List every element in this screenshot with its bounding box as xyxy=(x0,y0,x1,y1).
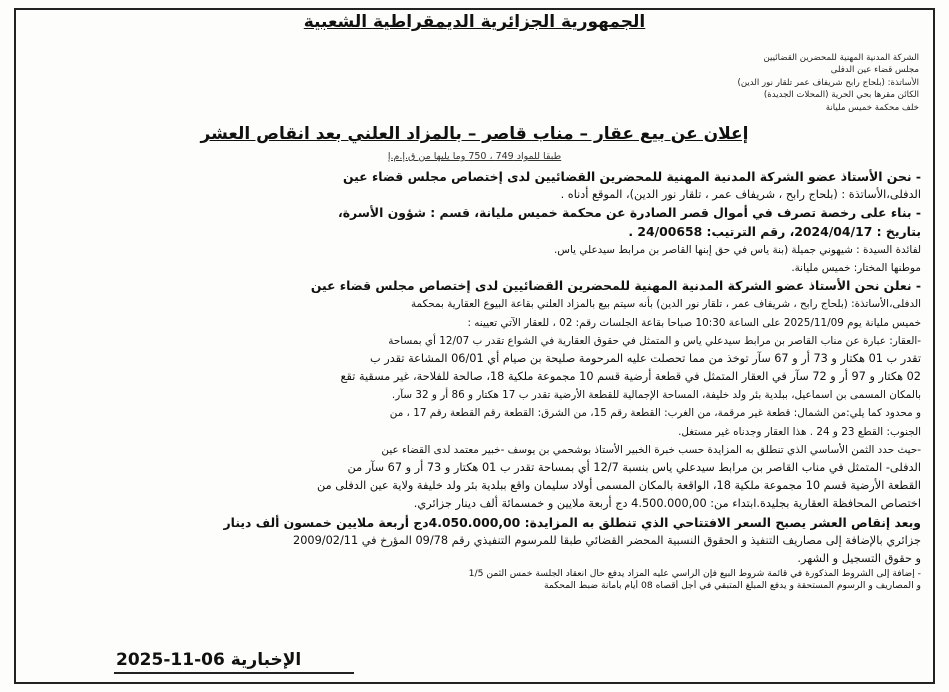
notice-subtitle: طبقا للمواد 749 ، 750 وما يليها من ق.إ.م.إ xyxy=(387,151,562,162)
body-line: جزائري بالإضافة إلى مصاريف التنفيذ و الحقوق النسبية المحضر القضائي طبقا للمرسوم التنفيذي رقم 09/78 المؤرخ في 2009/02/11 xyxy=(293,533,921,547)
body-line: الدفلى،الأساتذة: (بلحاج رابح ، شريفاف عمر ، تلقار نور الدين) بأنه سيتم بيع بالمزاد العلني بقاعة البيوع العقارية بمحكمة xyxy=(410,298,921,311)
issuer-line: الكائن مقرها بحي الحرية (المحلات الجديدة) xyxy=(763,90,919,101)
body-line: الدفلى،الأساتذة : (بلحاج رابح ، شريفاف عمر ، تلقار نور الدين)، الموقع أدناه . xyxy=(560,188,921,202)
notice-title: إعلان عن بيع عقار – مناب قاصر – بالمزاد العلني بعد انقاص العشر xyxy=(200,124,749,144)
body-line: و محدود كما يلي:من الشمال: قطعة غير مرقمة، من الغرب: القطعة رقم 15، من الشرق: القطعة رقم القطعة رقم 17 ، من xyxy=(389,407,921,420)
body-line: خميس مليانة يوم 2025/11/09 على الساعة 10:30 صباحا بقاعة الجلسات رقم: 02 ، للعقار الآتي تعيينه : xyxy=(467,316,921,329)
body-line: اختصاص المحافظة العقارية بجليدة.ابتداء من: 4.500.000,00 دج أربعة ملايين و خمسمائة ألف دينار جزائري. xyxy=(413,497,921,511)
body-line: 02 هكتار و 97 أر و 72 سآر في العقار المتمثل في قطعة أرضية قسم 10 مجموعة ملكية 18، صالحة للفلاحة، غير مسقية تقع xyxy=(340,370,921,384)
footer-rule xyxy=(114,672,354,674)
republic-header: الجمهورية الجزائرية الديمقراطية الشعبية xyxy=(303,12,646,32)
body-line: - نحن الأستاذ عضو الشركة المدنية المهنية للمحضرين القضائيين لدى إختصاص مجلس قضاء عين xyxy=(342,169,921,184)
body-line: موطنها المختار: خميس مليانة. xyxy=(791,261,921,274)
body-line: الجنوب: القطع 23 و 24 . هذا العقار وجدناه غير مستغل. xyxy=(678,425,921,438)
body-line: - بناء على رخصة تصرف في أموال قصر الصادرة عن محكمة خميس مليانة، قسم : شؤون الأسرة، xyxy=(338,205,921,221)
notice-body xyxy=(26,168,921,591)
issuer-block xyxy=(659,52,919,114)
body-line: الدفلى- المتمثل في مناب القاصر بن مرابط سيدعلي ياس بنسبة 12/7 أي بمساحة تقدر ب 01 هكتار و 73 أر و 67 سآر من xyxy=(347,461,921,474)
body-line: بتاريخ : 2024/04/17، رقم الترتيب: 24/00658 . xyxy=(628,223,921,239)
issuer-line: الأساتذة: (بلحاج رابح شريفاف عمر تلقار نور الدين) xyxy=(737,77,919,88)
body-line: -حيث حدد الثمن الأساسي الذي تنطلق به المزايدة حسب خبرة الخبير الأستاذ بوشحمي بن يوسف -خبير معتمد لدى القضاء عين xyxy=(381,443,921,456)
issuer-line: مجلس قضاء عين الدفلى xyxy=(830,65,919,76)
body-line: القطعة الأرضية قسم 10 مجموعة ملكية 18، الواقعة بالمكان المسمى أولاد سليمان واقع ببلدية بئر ولد خليفة ولاية عين الدفلى من xyxy=(317,479,921,493)
issuer-line: الشركة المدنية المهنية للمحضرين القضائيين xyxy=(763,53,919,63)
body-line: وبعد إنقاص العشر يصبح السعر الافتتاحي الذي تنطلق به المزايدة: 4.050.000,00دج أربعة ملايين خمسون ألف دينار xyxy=(223,514,921,530)
body-line: تقدر ب 01 هكتار و 73 أر و 67 سآر توخذ من مما تحصلت عليه المرحومة صليحة بن صيام أي 06/01 المشاعة تقدر ب xyxy=(370,351,921,365)
closing-line: و المصاريف و الرسوم المستحقة و يدفع المبلغ المتبقي في أجل أقصاه 08 أيام بأمانة ضبط المحكمة xyxy=(543,579,921,591)
body-line: لفائدة السيدة : شيهوني جميلة (بنة ياس في حق إبنها القاصر بن مرابط سيدعلي ياس. xyxy=(554,243,921,256)
closing-line: - إضافة إلى الشروط المذكورة في قائمة شروط البيع فإن الراسي عليه المزاد يدفع حال انعقاد الجلسة خمس الثمن 1/5 xyxy=(468,568,921,580)
notice-frame xyxy=(14,8,935,684)
body-line: و حقوق التسجيل و الشهر. xyxy=(797,551,921,565)
issuer-line: خلف محكمة خميس مليانة xyxy=(825,102,919,113)
body-line: - نعلن نحن الأستاذ عضو الشركة المدنية المهنية للمحضرين القضائيين لدى إختصاص مجلس قضاء عين xyxy=(310,278,921,294)
body-line: -العقار: عبارة عن مناب القاصر بن مرابط سيدعلي ياس و المتمثل في حقوق العقارية في الشواع تقدر ب 12/07 أي بمساحة xyxy=(388,334,921,347)
body-line: بالمكان المسمى بن اسماعيل، ببلدية بئر ولد خليفة، المساحة الإجمالية للقطعة الأرضية تقدر ب 17 هكتار و 86 أر و 32 سآر. xyxy=(391,389,921,402)
publication-footer: الإخبارية 06-11-2025 xyxy=(116,650,302,670)
